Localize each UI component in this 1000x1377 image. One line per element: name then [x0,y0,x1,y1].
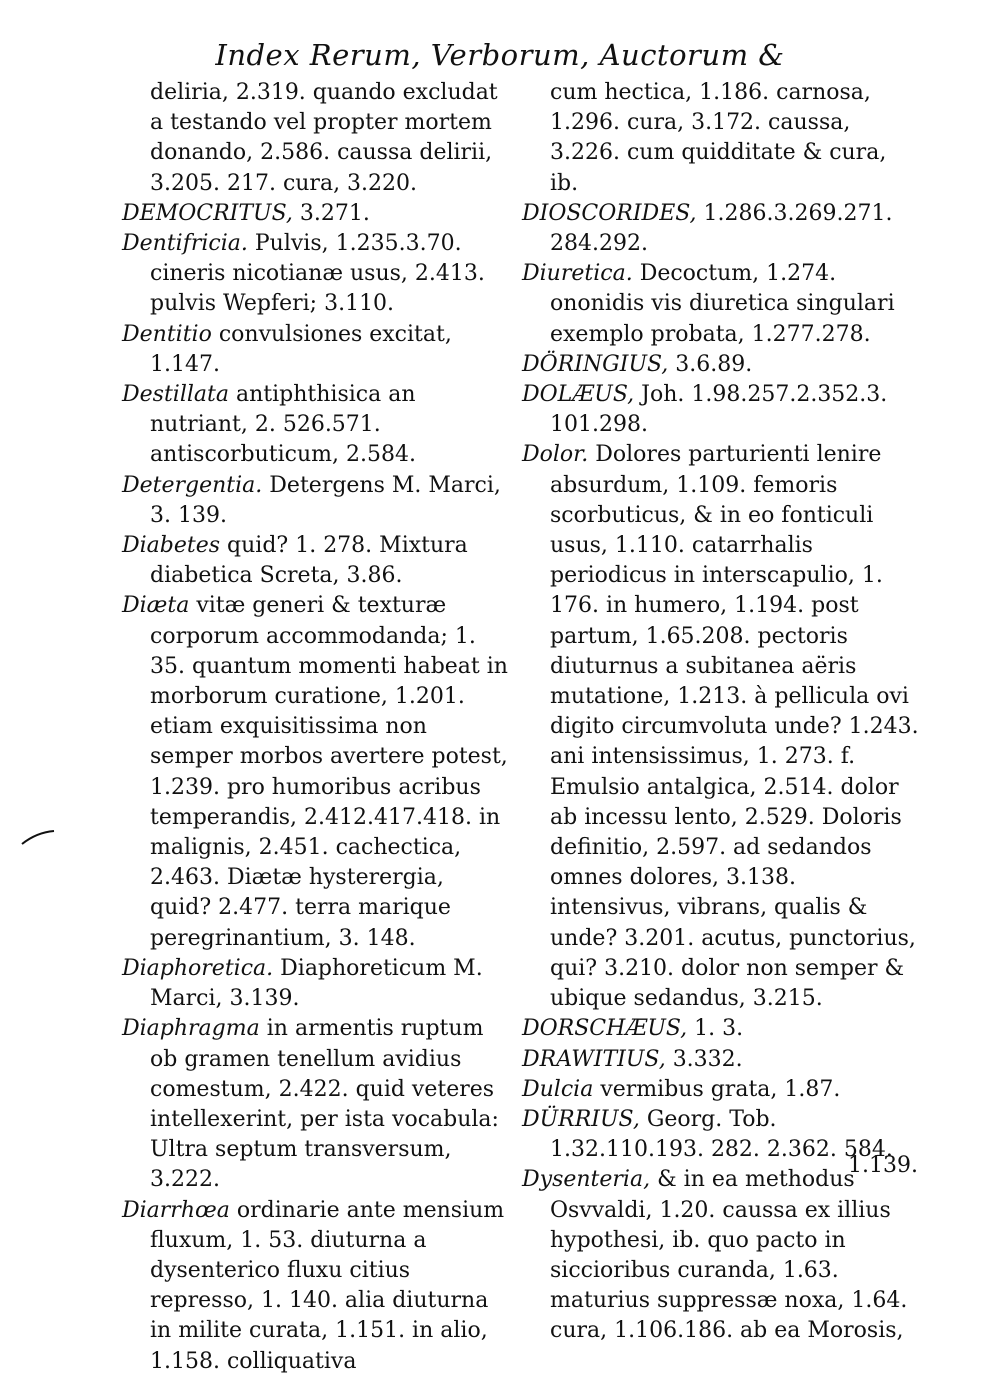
entry-headword: Diuretica. [522,261,633,287]
index-entry [522,259,920,350]
index-entry [522,1045,920,1075]
entry-text: vitæ generi & texturæ corporum accommodanda; 1. 35. quantum momenti habeat in morborum curatione, 1.201. etiam exquisitissima non semper morbos avertere potest, 1.239. pro humoribus acribus temperandis, 2.412.417.418. in malignis, 2.451. cachectica, 2.463. Diætæ hysterergia, quid? 2.477. terra marique peregrinantium, 3. 148. [150,593,508,951]
index-entry [522,1165,920,1346]
entry-text: 3.332. [672,1046,743,1072]
index-entry [522,380,920,440]
entry-headword: DOLÆUS, [522,382,635,408]
entry-text: Diaphoreticum M. Marci, 3.139. [150,955,483,1012]
entry-text: 3.271. [299,200,370,226]
index-entry [522,199,920,259]
entry-text: ordinarie ante mensium fluxum, 1. 53. diuturna a dysenterico fluxu citius represso, 1. 140. alia diuturna in milite curata, 1.151. in alio, 1.158. colliquativa [150,1197,505,1374]
entry-text: cum hectica, 1.186. carnosa, 1.296. cura, 3.172. caussa, 3.226. cum quidditate & cura, ib. [550,80,887,196]
entry-headword: DRAWITIUS, [522,1046,666,1072]
index-entry [122,954,510,1014]
entry-text: 1.286.3.269.271. 284.292. [550,200,893,257]
entry-text: vermibus grata, 1.87. [600,1076,841,1102]
index-entry [122,380,510,471]
entry-headword: DORSCHÆUS, [522,1016,688,1042]
entry-headword: Dysenteria, [522,1167,651,1193]
entry-text: 3.6.89. [675,351,753,377]
entry-text: Detergens M. Marci, 3. 139. [150,472,501,528]
entry-headword: Dentitio [122,321,212,347]
index-entry [522,1014,920,1044]
entry-text: in armentis ruptum ob gramen tenellum avidius comestum, 2.422. quid veteres intellexerint, per ista vocabula: Ultra septum transversum, 3.222. [150,1016,499,1193]
entry-text: Joh. 1.98.257.2.352.3. 101.298. [550,382,888,438]
entry-headword: Diabetes [122,533,221,559]
entry-headword: Diaphragma [122,1016,260,1042]
catchword: 1.139. [848,1153,918,1178]
index-entry [122,531,510,591]
entry-headword: Diarrhœa [122,1197,230,1223]
index-entry [122,199,510,229]
entry-text: Georg. Tob. 1.32.110.193. 282. 2.362. 584. [550,1106,893,1163]
entry-headword: DIOSCORIDES, [522,200,697,226]
entry-headword: Diaphoretica. [122,955,274,981]
margin-pen-mark [20,828,56,846]
entry-text: Dolores parturienti lenire absurdum, 1.109. femoris scorbuticus, & in eo fonticuli usus, 1.110. catarrhalis periodicus in interscapulio, 1. 176. in humero, 1.194. post partum, 1.65.208. pectoris diuturnus a subitanea aëris mutatione, 1.213. à pellicula ovi digito circumvoluta unde? 1.243. ani intensissimus, 1. 273. f. Emulsio antalgica, 2.514. dolor ab incessu lento, 2.529. Doloris definitio, 2.597. ad sedandos omnes dolores, 3.138. intensivus, vibrans, qualis & unde? 3.201. acutus, punctorius, qui? 3.210. dolor non semper & ubique sedandus, 3.215. [550,442,919,1012]
left-column [122,78,510,1377]
index-entry [122,78,510,199]
entry-headword: DÖRINGIUS, [522,351,669,377]
entry-text: & in ea methodus Osvvaldi, 1.20. caussa ex illius hypothesi, ib. quo pacto in siccioribus curanda, 1.63. maturius suppressæ noxa, 1.64. cura, 1.106.186. ab ea Morosis, [550,1167,908,1344]
entry-text: deliria, 2.319. quando excludat a testando vel propter mortem donando, 2.586. caussa delirii, 3.205. 217. cura, 3.220. [150,80,498,196]
index-entry [122,320,510,380]
index-entry [122,591,510,953]
entry-headword: DEMOCRITUS, [122,200,293,226]
running-header: Index Rerum, Verborum, Auctorum & [215,38,785,72]
entry-text: antiphthisica an nutriant, 2. 526.571. antiscorbuticum, 2.584. [150,382,416,468]
index-entry [522,78,920,199]
entry-text: 1. 3. [694,1016,744,1042]
entry-headword: Diæta [122,593,190,619]
index-entry [522,1075,920,1105]
entry-headword: Dentifricia. [122,231,248,257]
entry-headword: Destillata [122,382,229,408]
entry-headword: DÜRRIUS, [522,1106,640,1132]
entry-text: quid? 1. 278. Mixtura diabetica Screta, 3.86. [150,533,468,589]
index-entry [522,440,920,1014]
entry-headword: Detergentia. [122,472,263,498]
entry-headword: Dolor. [522,442,589,468]
index-entry [122,1014,510,1195]
index-entry [522,350,920,380]
index-entry [122,1196,510,1377]
entry-headword: Dulcia [522,1076,594,1102]
index-entry [122,229,510,320]
index-entry [122,471,510,531]
entry-text: Decoctum, 1.274. ononidis vis diuretica singulari exemplo probata, 1.277.278. [550,261,895,347]
entry-text: convulsiones excitat, 1.147. [150,321,452,377]
entry-text: Pulvis, 1.235.3.70. cineris nicotianæ usus, 2.413. pulvis Wepferi; 3.110. [150,231,485,317]
